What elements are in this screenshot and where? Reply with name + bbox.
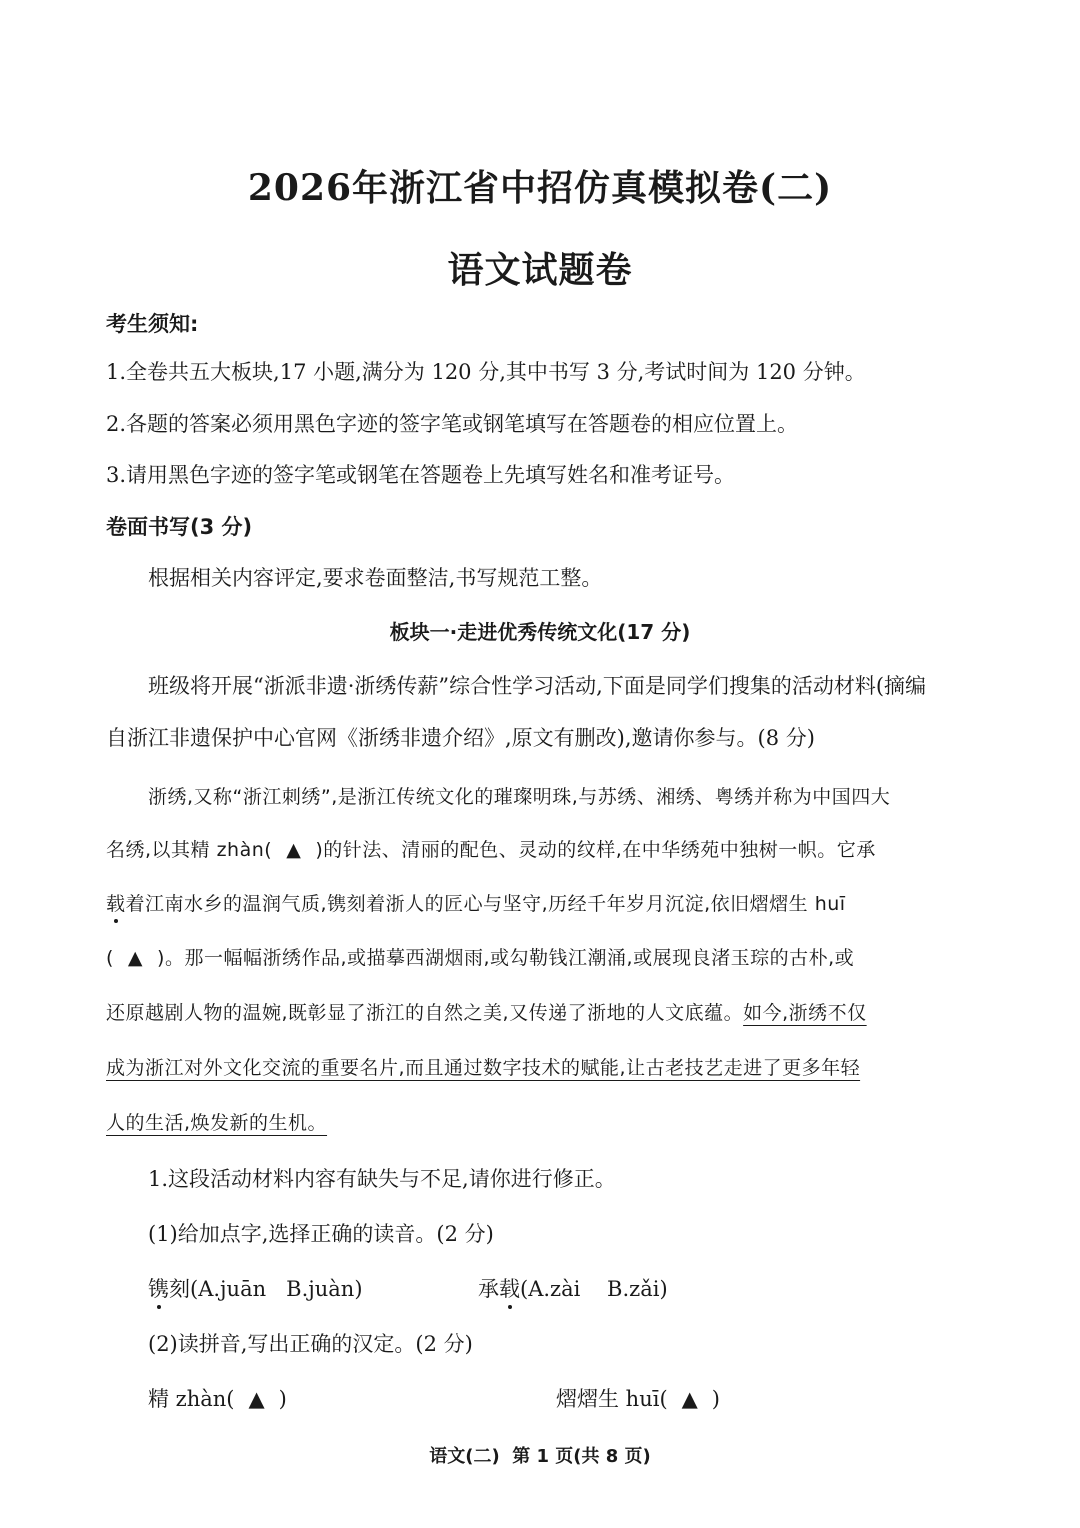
dotted-char-zai-option: 载 (499, 1277, 520, 1301)
fill-blank-hui-close: ) (711, 1387, 720, 1411)
notice-item-2: 2.各题的答案必须用黑色字迹的签字笔或钢笔填写在答题卷的相应位置上。 (106, 412, 799, 436)
passage-line-3-part2: 着江南水乡的温润气质, (125, 893, 328, 915)
underlined-sentence-start: 如今,浙绣不仅 (743, 1002, 867, 1024)
passage-line-4 (106, 943, 972, 970)
question1-sub1: (1)给加点字,选择正确的读音。(2 分) (148, 1222, 494, 1246)
passage-line-2-start: 名绣,以其精 zhàn( (106, 839, 273, 861)
passage-line-4-open: ( (106, 947, 114, 969)
reading-option-2-prefix: 承 (478, 1277, 499, 1301)
notice-heading: 考生须知: (106, 312, 199, 336)
question1-sub2: (2)读拼音,写出正确的汉定。(2 分) (148, 1332, 473, 1356)
handwriting-text: 根据相关内容评定,要求卷面整洁,书写规范工整。 (148, 566, 603, 590)
blank-triangle-1: ▲ (286, 839, 302, 861)
reading-option-2-choices: (A.zài B.zǎi) (520, 1277, 668, 1301)
fill-blank-hui (556, 1383, 720, 1413)
underlined-sentence-end: 人的生活,焕发新的生机。 (106, 1112, 328, 1134)
exam-subtitle: 语文试题卷 (447, 249, 633, 291)
passage-line-3 (106, 889, 972, 916)
blank-triangle-3: ▲ (248, 1387, 265, 1411)
underlined-sentence-middle: 成为浙江对外文化交流的重要名片,而且通过数字技术的赋能,让古老技艺走进了更多年轻 (106, 1057, 861, 1079)
fill-blank-hui-label: 熠熠生 huī( (556, 1387, 668, 1411)
blank-triangle-4: ▲ (681, 1387, 698, 1411)
reading-option-1 (148, 1273, 363, 1303)
blank-triangle-2: ▲ (127, 947, 144, 969)
section1-heading: 板块一·走进优秀传统文化(17 分) (389, 620, 691, 644)
exam-title: 2026年浙江省中招仿真模拟卷(二) (247, 167, 833, 209)
section1-intro-line1: 班级将开展“浙派非遗·浙绣传薪”综合性学习活动,下面是同学们搜集的活动材料(摘编 (148, 674, 927, 698)
notice-item-1: 1.全卷共五大板块,17 小题,满分为 120 分,其中书写 3 分,考试时间为 120 分钟。 (106, 360, 866, 384)
passage-line-5-start: 还原越剧人物的温婉,既彰显了浙江的自然之美,又传递了浙地的人文底蕴。 (106, 1002, 744, 1024)
notice-item-3: 3.请用黑色字迹的签字笔或钢笔在答题卷上先填写姓名和准考证号。 (106, 463, 736, 487)
passage-line-3-part4: 刻着浙人的匠心与坚守,历经千年岁月沉淀,依旧熠熠生 huī (346, 893, 846, 915)
passage-line-5 (106, 998, 972, 1025)
dotted-char-zai: 载 (106, 893, 126, 915)
passage-line-2 (106, 835, 972, 862)
reading-option-1-choices: 刻(A.juān B.juàn) (169, 1277, 363, 1301)
fill-blank-zhan-label: 精 zhàn( (148, 1387, 235, 1411)
section1-intro-line2: 自浙江非遗保护中心官网《浙绣非遗介绍》,原文有删改),邀请你参与。(8 分) (106, 726, 815, 750)
passage-line-4-end: )。那一幅幅浙绣作品,或描摹西湖烟雨,或勾勒钱江潮涌,或展现良渚玉琮的古朴,或 (157, 947, 855, 969)
question1-stem: 1.这段活动材料内容有缺失与不足,请你进行修正。 (148, 1167, 616, 1191)
fill-blank-zhan (148, 1383, 287, 1413)
passage-line-3-char-juan: 镌 (327, 893, 347, 915)
page-footer: 语文(二) 第 1 页(共 8 页) (429, 1446, 651, 1467)
passage-line-2-end: )的针法、清丽的配色、灵动的纹样,在中华绣苑中独树一帜。它承 (315, 839, 876, 861)
dotted-char-juan: 镌 (148, 1277, 169, 1301)
reading-option-2 (478, 1273, 668, 1303)
fill-blank-zhan-close: ) (278, 1387, 287, 1411)
passage-line-1: 浙绣,又称“浙江刺绣”,是浙江传统文化的璀璨明珠,与苏绣、湘绣、粤绣并称为中国四大 (148, 786, 891, 808)
handwriting-heading: 卷面书写(3 分) (106, 515, 253, 539)
